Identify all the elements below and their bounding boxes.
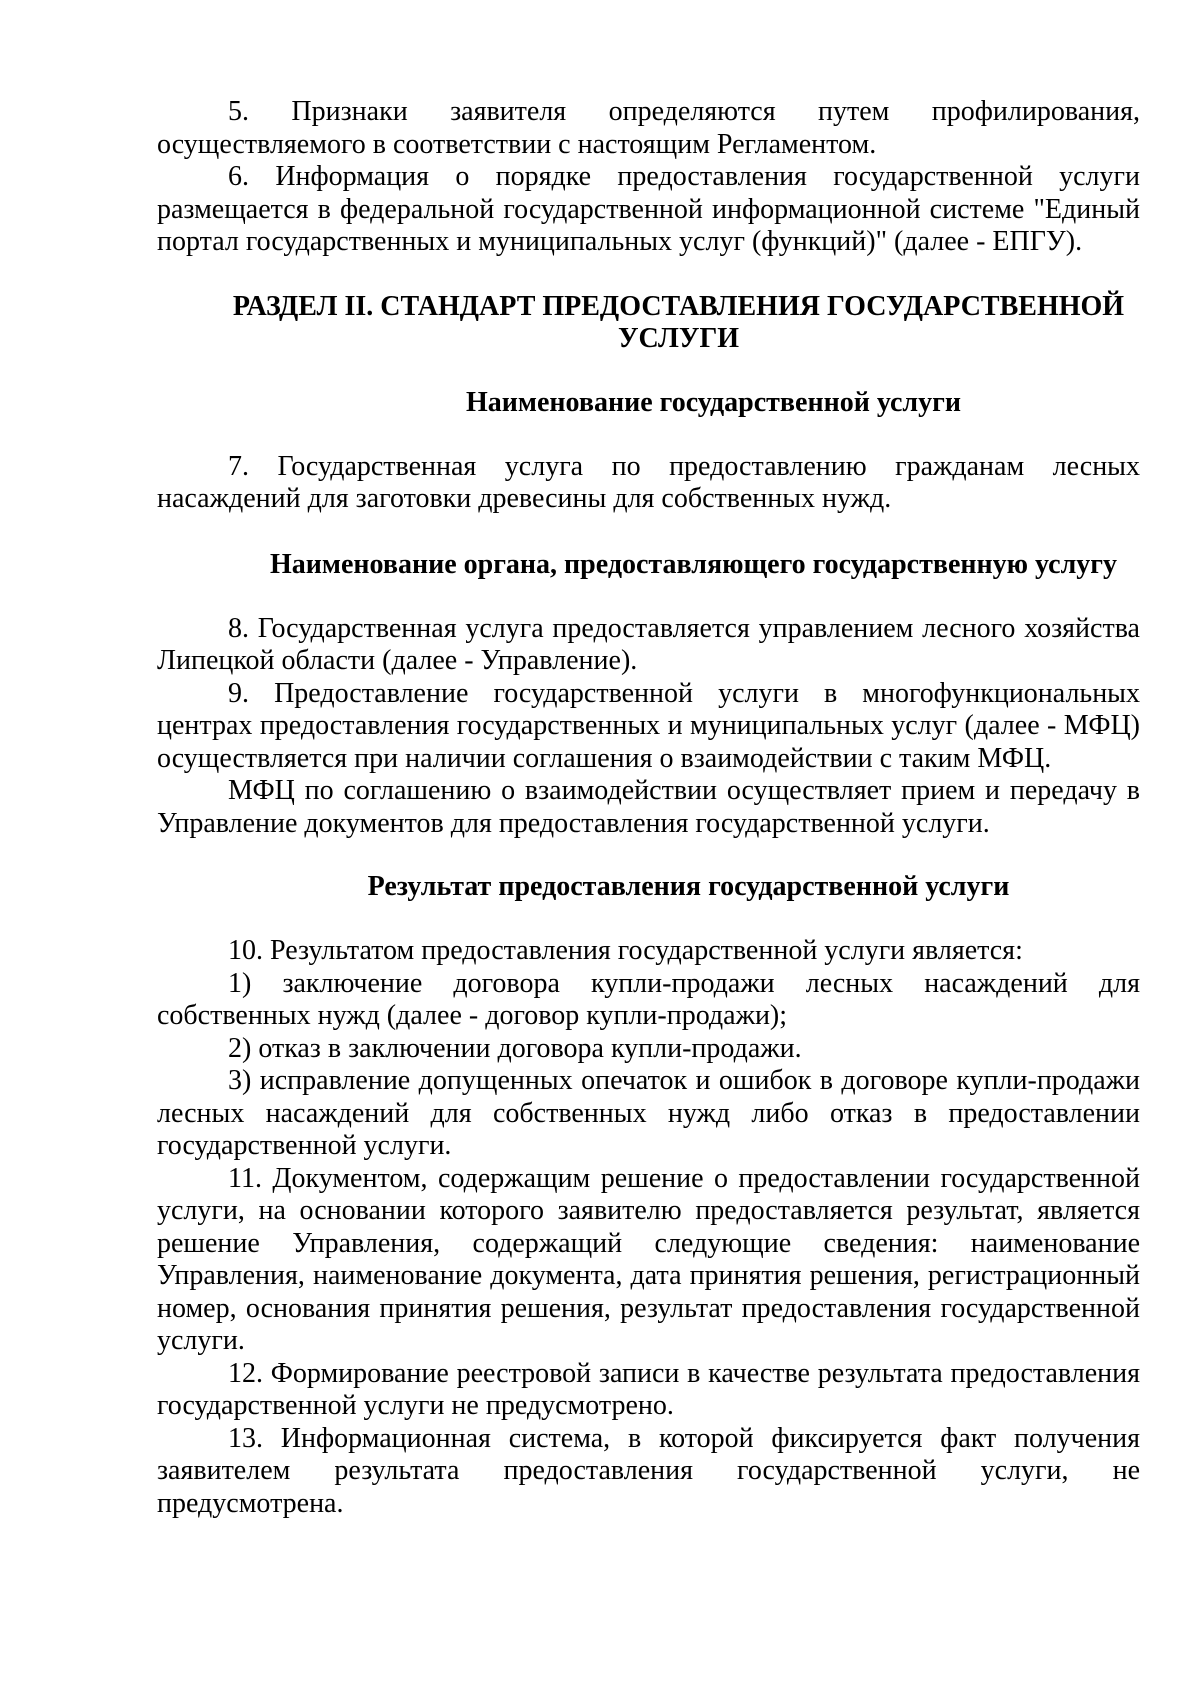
- paragraph-10-2: 2) отказ в заключении договора купли-продажи.: [228, 1032, 802, 1064]
- paragraph-12: 12. Формирование реестровой записи в качестве результата предоставления государственной услуги не предусмотрено.: [157, 1357, 1140, 1421]
- section-title: РАЗДЕЛ II. СТАНДАРТ ПРЕДОСТАВЛЕНИЯ ГОСУДАРСТВЕННОЙ УСЛУГИ: [232, 290, 1125, 354]
- paragraph-6: 6. Информация о порядке предоставления государственной услуги размещается в федеральной государственной информационной системе "Единый портал государственных и муниципальных услуг (функций)" (далее - ЕПГУ).: [157, 161, 1140, 257]
- paragraph-11: 11. Документом, содержащим решение о предоставлении государственной услуги, на основании которого заявителю предоставляется результат, является решение Управления, содержащий следующие сведения: наименование Управления, наименование документа, дата принятия решения, регистрационный номер, основания принятия решения, результат предоставления государственной услуги.: [157, 1162, 1140, 1356]
- heading-authority: Наименование органа, предоставляющего государственную услугу: [269, 548, 1118, 580]
- paragraph-7: 7. Государственная услуга по предоставлению гражданам лесных насаждений для заготовки древесины для собственных нужд.: [157, 450, 1140, 514]
- paragraph-10-3: 3) исправление допущенных опечаток и ошибок в договоре купли-продажи лесных насаждений для собственных нужд либо отказ в предоставлении государственной услуги.: [157, 1065, 1140, 1161]
- paragraph-10: 10. Результатом предоставления государственной услуги является:: [228, 935, 1023, 966]
- paragraph-9-mfc: МФЦ по соглашению о взаимодействии осуществляет прием и передачу в Управление документов для предоставления государственной услуги.: [157, 775, 1140, 839]
- paragraph-13: 13. Информационная система, в которой фиксируется факт получения заявителем результата предоставления государственной услуги, не предусмотрена.: [157, 1422, 1140, 1519]
- heading-result: Результат предоставления государственной услуги: [367, 871, 1010, 902]
- document-page: [157, 96, 1140, 1520]
- paragraph-10-1: 1) заключение договора купли-продажи лесных насаждений для собственных нужд (далее - договор купли-продажи);: [157, 967, 1140, 1031]
- paragraph-5: 5. Признаки заявителя определяются путем профилирования, осуществляемого в соответствии с настоящим Регламентом.: [157, 96, 1140, 160]
- paragraph-8: 8. Государственная услуга предоставляется управлением лесного хозяйства Липецкой области (далее - Управление).: [157, 612, 1140, 676]
- paragraph-9: 9. Предоставление государственной услуги в многофункциональных центрах предоставления государственных и муниципальных услуг (далее - МФЦ) осуществляется при наличии соглашения о взаимодействии с таким МФЦ.: [157, 677, 1140, 774]
- heading-service-name: Наименование государственной услуги: [466, 386, 961, 418]
